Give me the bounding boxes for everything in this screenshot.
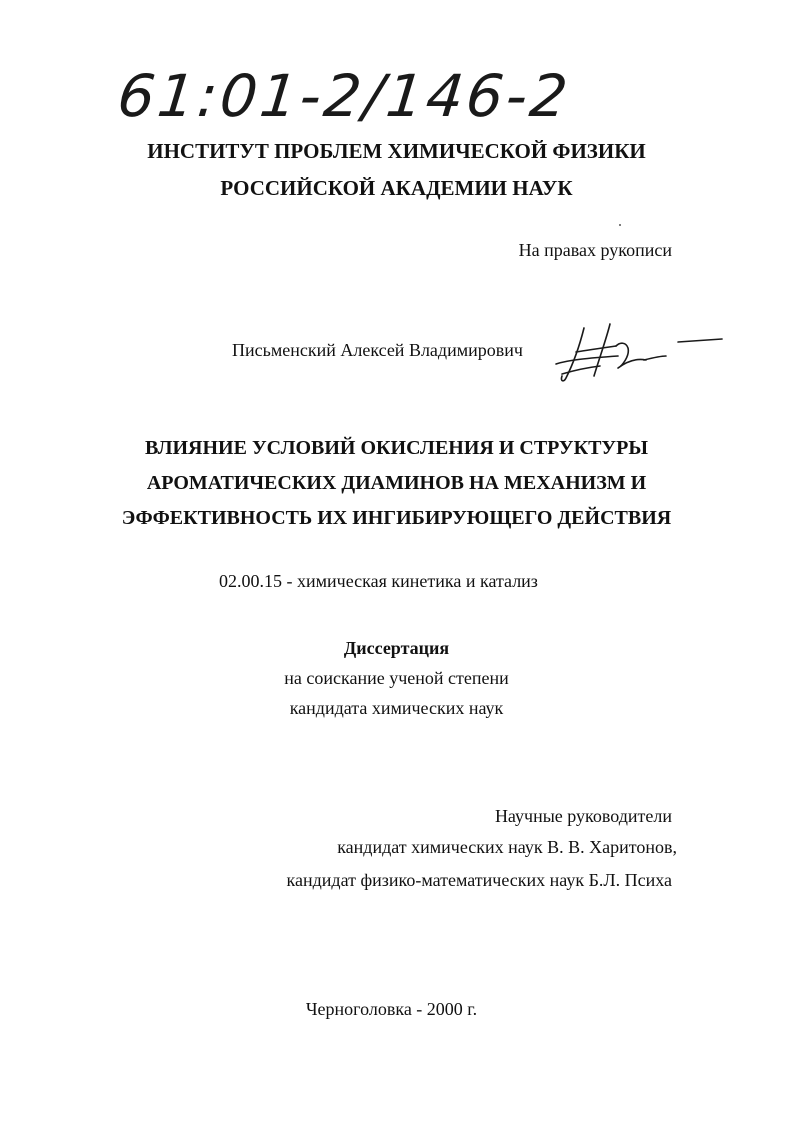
author-name: Письменский Алексей Владимирович: [232, 340, 523, 360]
handwritten-archive-number: 61:01-2/146-2: [114, 62, 574, 130]
institute-line-1: ИНСТИТУТ ПРОБЛЕМ ХИМИЧЕСКОЙ ФИЗИКИ: [147, 139, 646, 163]
institute-name: [0, 133, 793, 207]
scan-speck: [619, 224, 621, 226]
specialty-code: 02.00.15 - химическая кинетика и катализ: [219, 571, 538, 591]
title-line-1: ВЛИЯНИЕ УСЛОВИЙ ОКИСЛЕНИЯ И СТРУКТУРЫ: [145, 437, 648, 459]
dissertation-heading: Диссертация: [343, 638, 450, 658]
advisor-2: кандидат физико-математических наук Б.Л. Психа: [286, 870, 672, 890]
place-and-year: [0, 999, 793, 1020]
manuscript-note: На правах рукописи: [518, 240, 672, 260]
degree-block: [0, 633, 793, 723]
title-line-3: ЭФФЕКТИВНОСТЬ ИХ ИНГИБИРУЮЩЕГО ДЕЙСТВИЯ: [121, 507, 672, 529]
degree-line-1: на соискание ученой степени: [284, 668, 509, 688]
dissertation-title: [0, 431, 793, 536]
handwritten-signature: [548, 316, 728, 386]
place-year-text: Черноголовка - 2000 г.: [305, 999, 478, 1019]
institute-line-2: РОССИЙСКОЙ АКАДЕМИИ НАУК: [220, 176, 573, 200]
title-line-2: АРОМАТИЧЕСКИХ ДИАМИНОВ НА МЕХАНИЗМ И: [146, 472, 647, 494]
advisors-label: Научные руководители: [494, 806, 672, 826]
degree-line-2: кандидата химических наук: [289, 698, 504, 718]
advisor-1: кандидат химических наук В. В. Харитонов,: [337, 837, 677, 857]
